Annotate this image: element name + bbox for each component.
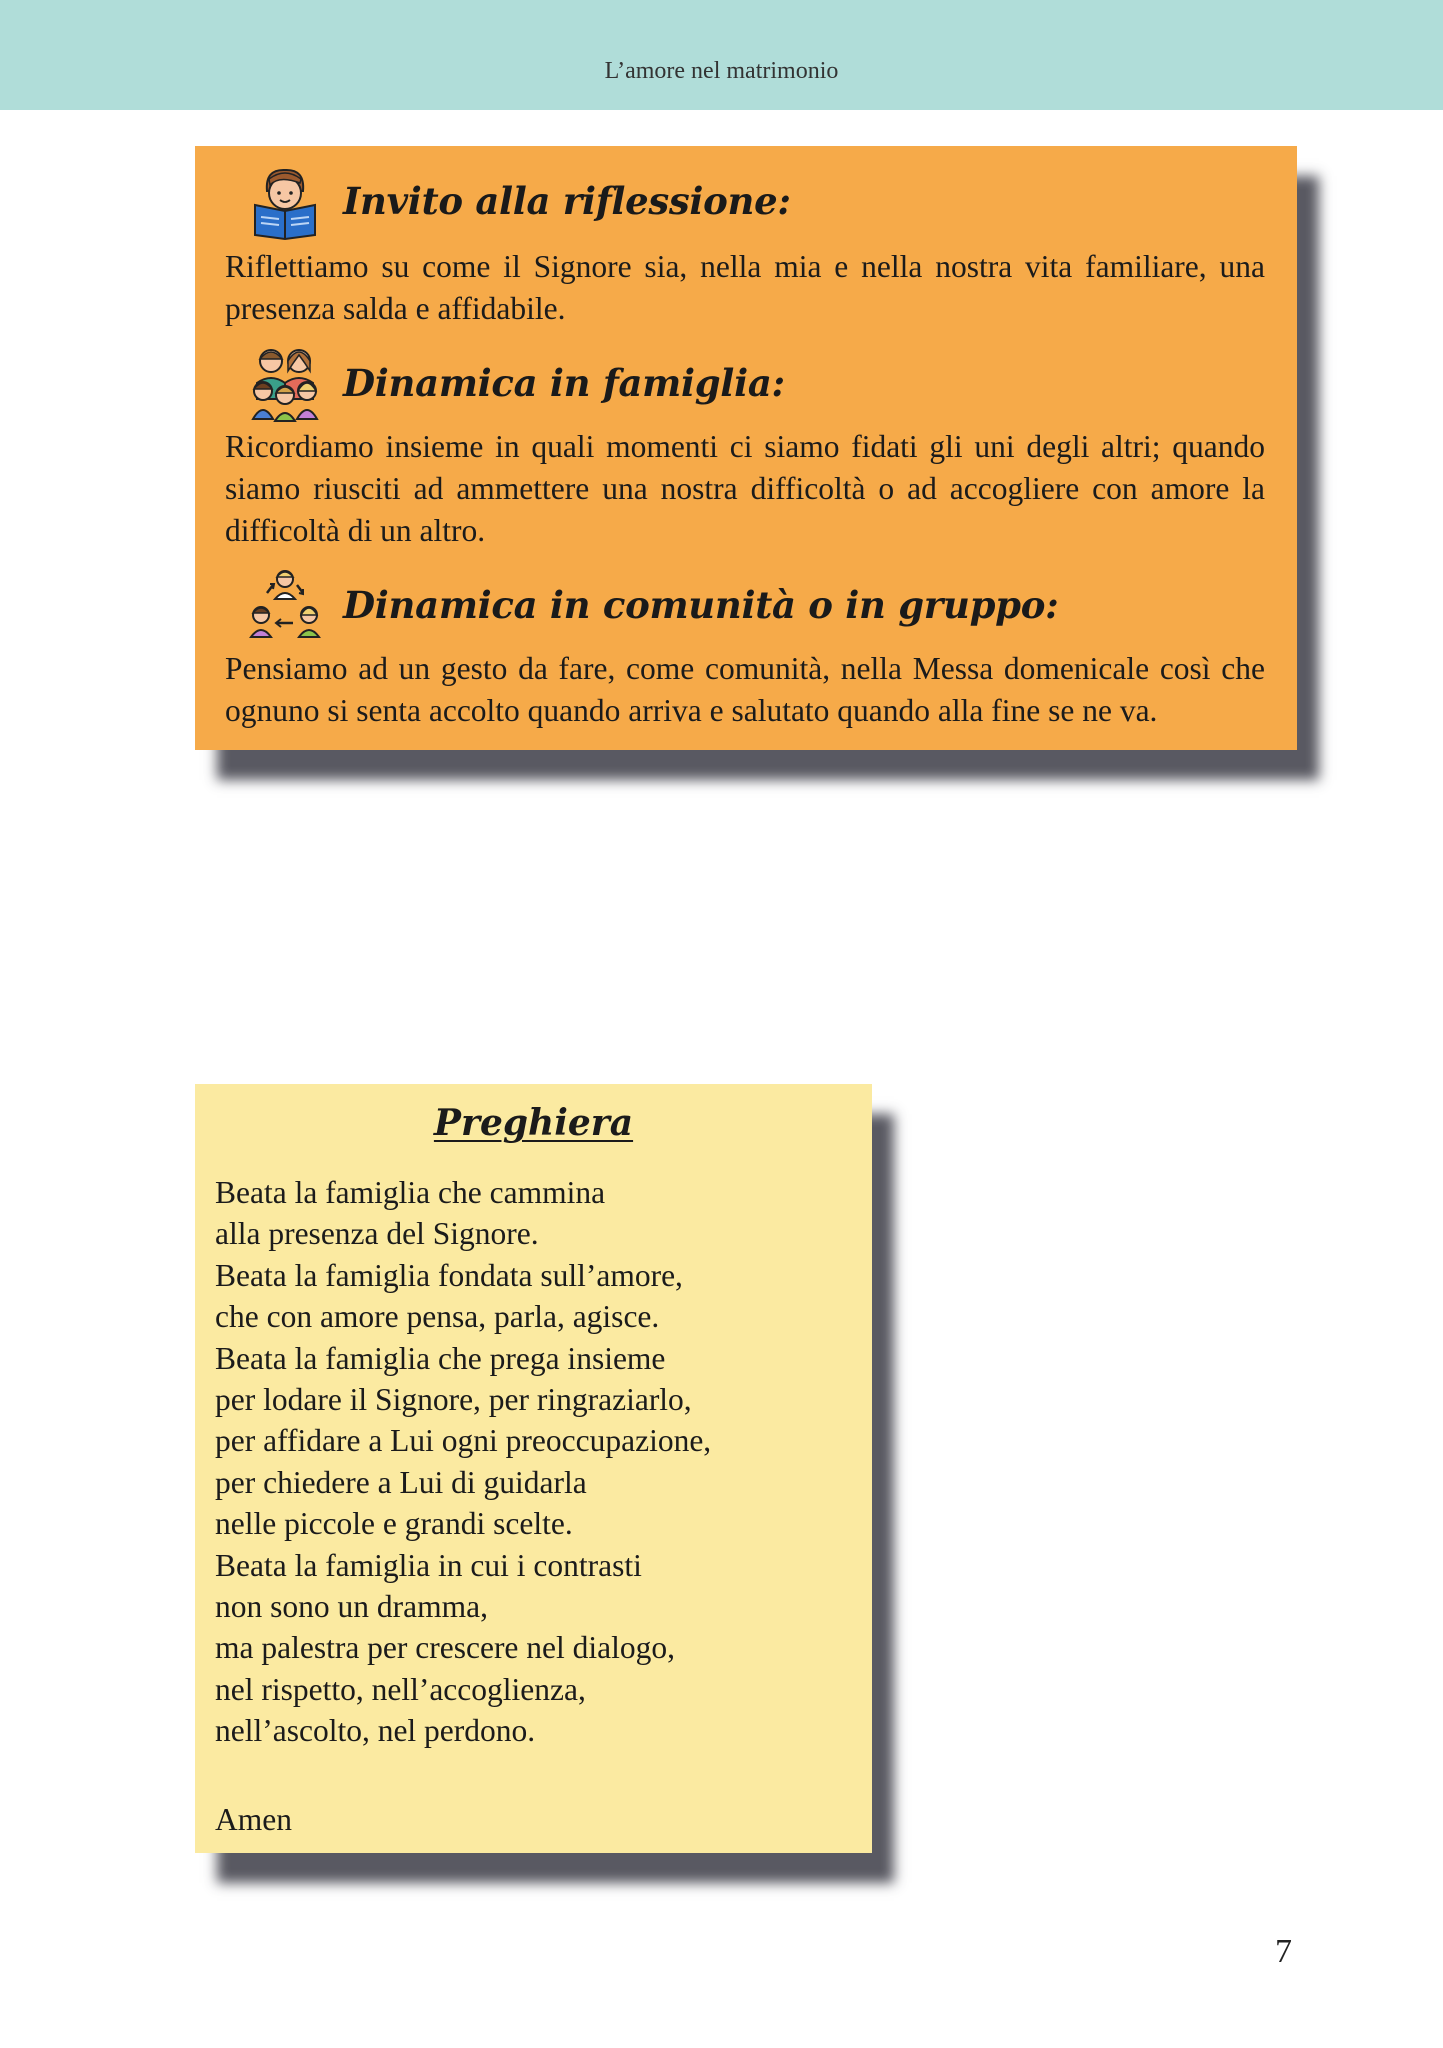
prayer-line: Beata la famiglia fondata sull’amore, — [215, 1257, 683, 1293]
prayer-line: alla presenza del Signore. — [215, 1216, 539, 1252]
prayer-line: che con amore pensa, parla, agisce. — [215, 1299, 660, 1335]
running-title: L’amore nel matrimonio — [604, 58, 839, 84]
family-icon — [245, 343, 325, 423]
prayer-line: per affidare a Lui ogni preoccupazione, — [215, 1423, 712, 1459]
prayer-line: Beata la famiglia in cui i contrasti — [215, 1547, 642, 1583]
section-heading-community — [245, 564, 1058, 646]
section-heading-reflection — [245, 160, 791, 242]
section-text: Pensiamo ad un gesto da fare, come comunità, nella Messa domenicale così che ognuno si senta accolto quando arriva e salutato quando alla fine se ne va. — [225, 651, 1265, 728]
section-title: Invito alla riflessione: — [343, 179, 791, 223]
prayer-line: per chiedere a Lui di guidarla — [215, 1464, 587, 1500]
section-heading-family — [245, 342, 785, 424]
page-number: 7 — [1275, 1933, 1292, 1970]
reading-boy-icon — [245, 161, 325, 241]
prayer-line: non sono un dramma, — [215, 1589, 488, 1625]
prayer-line: nel rispetto, nell’accoglienza, — [215, 1671, 586, 1707]
section-title: Dinamica in comunità o in gruppo: — [343, 583, 1059, 627]
prayer-line: per lodare il Signore, per ringraziarlo, — [215, 1382, 692, 1418]
prayer-line: nell’ascolto, nel perdono. — [215, 1713, 536, 1749]
prayer-closing: Amen — [215, 1802, 292, 1837]
prayer-line: nelle piccole e grandi scelte. — [215, 1506, 573, 1542]
group-exchange-icon — [245, 565, 325, 645]
section-title: Dinamica in famiglia: — [343, 361, 785, 405]
section-text: Ricordiamo insieme in quali momenti ci siamo fidati gli uni degli altri; quando siamo riusciti ad ammettere una nostra difficoltà o ad accogliere con amore la difficoltà di un altro. — [225, 429, 1265, 548]
header-band — [0, 0, 1443, 110]
prayer-line: Beata la famiglia che prega insieme — [215, 1340, 666, 1376]
prayer-line: Beata la famiglia che cammina — [215, 1175, 606, 1210]
prayer-line: ma palestra per crescere nel dialogo, — [215, 1630, 676, 1666]
reflection-box — [195, 146, 1297, 750]
prayer-box — [195, 1084, 872, 1853]
prayer-title: Preghiera — [433, 1102, 634, 1144]
section-text: Riflettiamo su come il Signore sia, nella mia e nella nostra vita familiare, una presenza salda e affidabile. — [225, 249, 1265, 326]
prayer-text — [215, 1172, 855, 1752]
